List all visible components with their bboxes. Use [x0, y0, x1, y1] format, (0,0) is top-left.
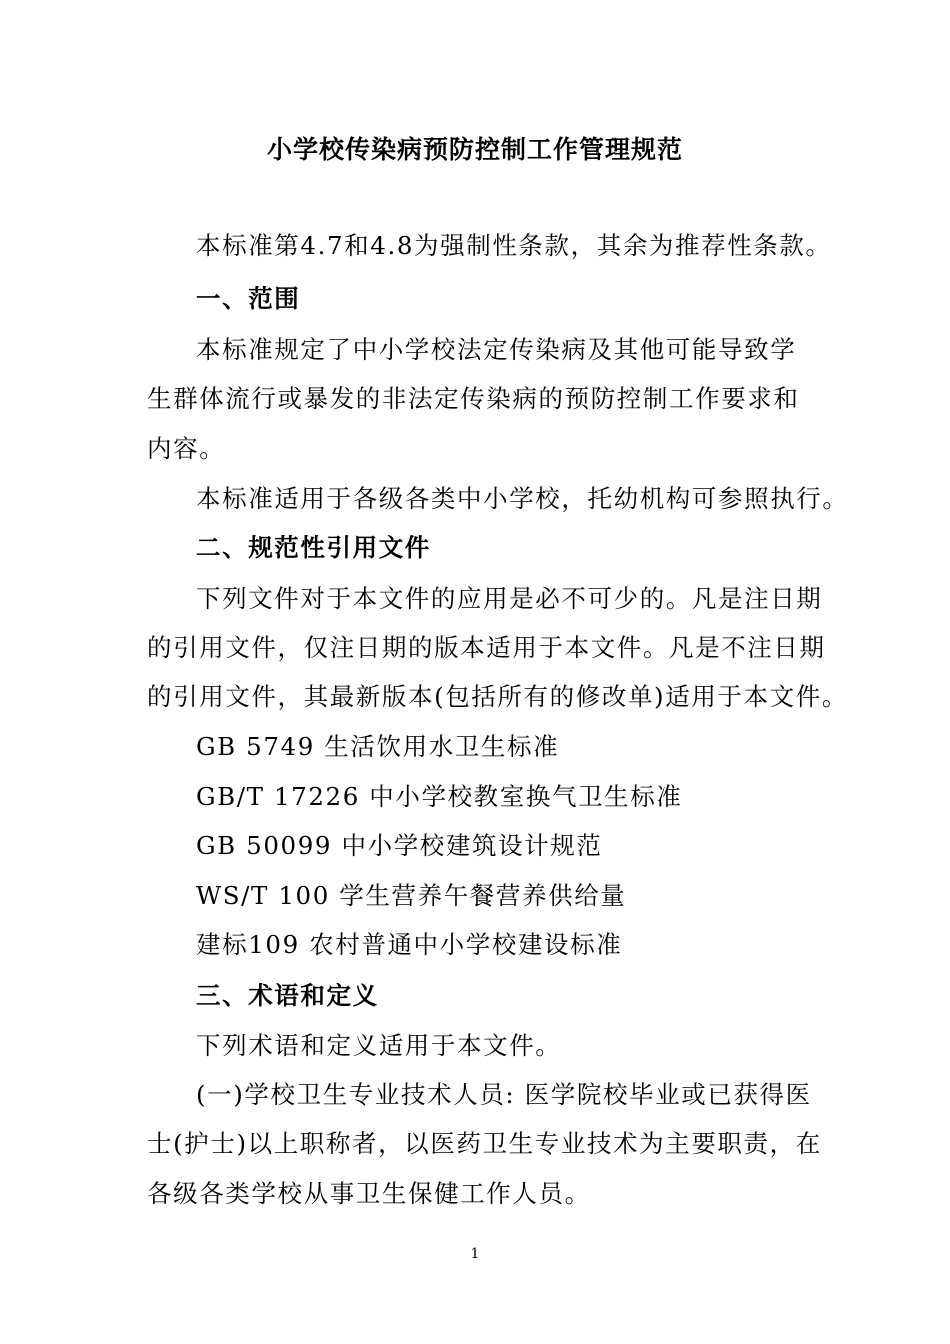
reference-item: 建标109 农村普通中小学校建设标准 [196, 930, 623, 959]
body-paragraph-line: 下列文件对于本文件的应用是必不可少的。凡是注日期 [196, 584, 823, 613]
reference-item: WS/T 100 学生营养午餐营养供给量 [196, 881, 627, 910]
body-paragraph-line: 本标准规定了中小学校法定传染病及其他可能导致学 [196, 335, 797, 364]
body-paragraph-line: 的引用文件，仅注日期的版本适用于本文件。凡是不注日期 [147, 633, 826, 662]
reference-item: GB 50099 中小学校建筑设计规范 [196, 831, 603, 860]
document-title: 小学校传染病预防控制工作管理规范 [266, 135, 683, 164]
mandatory-clause-note: 本标准第4.7和4.8为强制性条款，其余为推荐性条款。 [196, 231, 832, 260]
section-heading-scope: 一、范围 [196, 284, 301, 313]
reference-item: GB 5749 生活饮用水卫生标准 [196, 732, 560, 761]
section-heading-references: 二、规范性引用文件 [196, 533, 431, 562]
body-paragraph-line: 本标准适用于各级各类中小学校，托幼机构可参照执行。 [196, 484, 849, 513]
body-paragraph-line: 各级各类学校从事卫生保健工作人员。 [147, 1179, 591, 1208]
body-paragraph-line: 的引用文件，其最新版本(包括所有的修改单)适用于本文件。 [147, 682, 848, 711]
body-paragraph-line: 内容。 [147, 434, 226, 463]
page-number: 1 [470, 1246, 480, 1262]
body-paragraph-line: 士(护士)以上职称者，以医药卫生专业技术为主要职责，在 [147, 1129, 822, 1158]
body-paragraph-line: 生群体流行或暴发的非法定传染病的预防控制工作要求和 [147, 384, 800, 413]
reference-item: GB/T 17226 中小学校教室换气卫生标准 [196, 782, 683, 811]
body-paragraph-line: (一)学校卫生专业技术人员: 医学院校毕业或已获得医 [196, 1080, 812, 1109]
section-heading-terms: 三、术语和定义 [196, 981, 379, 1010]
body-paragraph-line: 下列术语和定义适用于本文件。 [196, 1031, 562, 1060]
